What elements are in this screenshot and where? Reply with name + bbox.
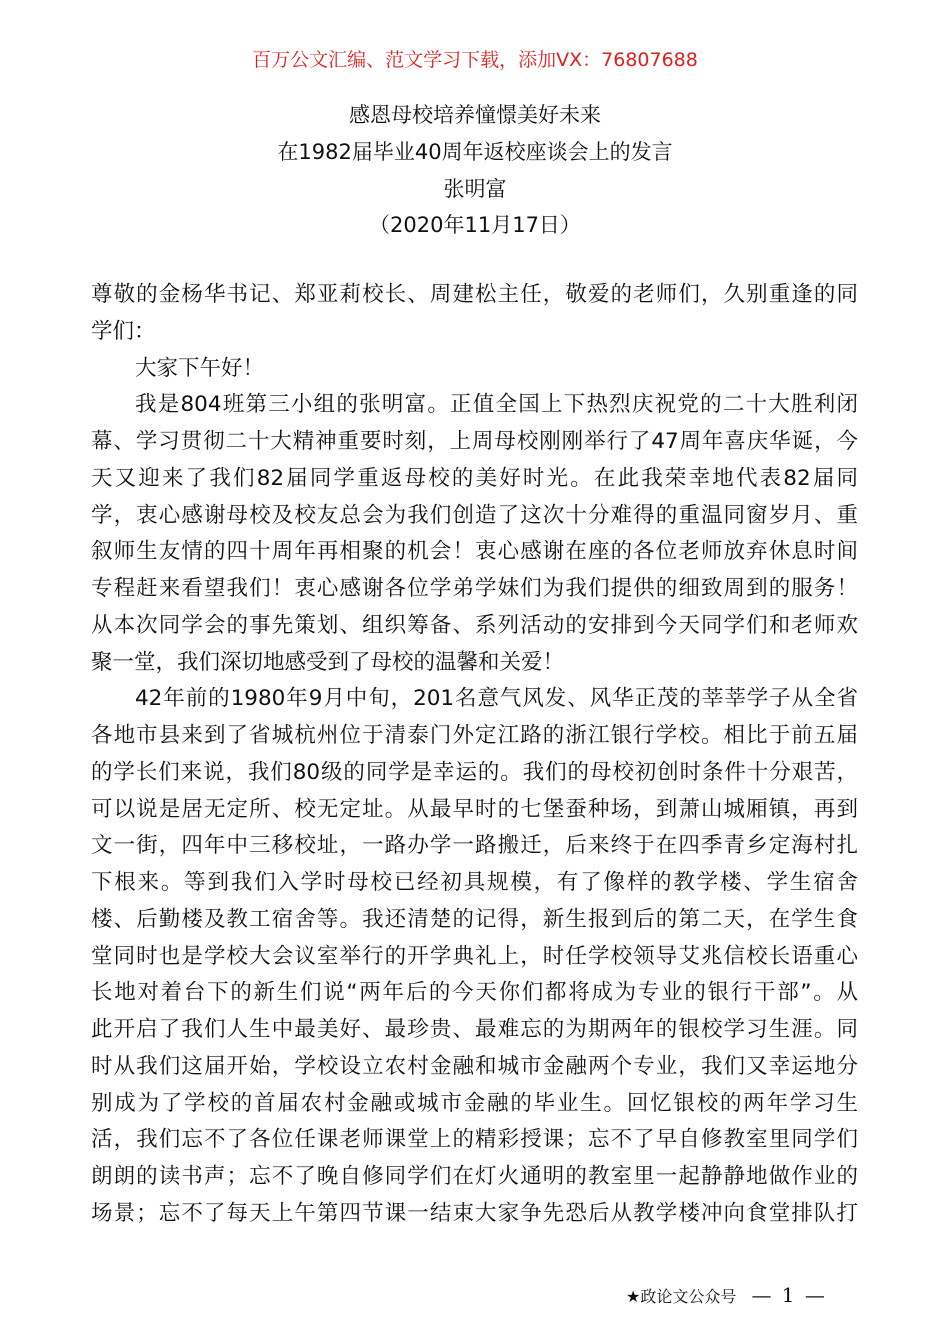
doc-date: （2020年11月17日） — [369, 213, 581, 238]
paragraph-line: 长地对着台下的新生们说“两年后的今天你们都将成为专业的银行干部”。从 — [91, 980, 858, 1006]
paragraph-line: 堂同时也是学校大会议室举行的开学典礼上，时任学校领导艾兆信校长语重心 — [91, 943, 858, 969]
page-footer — [626, 1282, 827, 1310]
paragraph-line: 下根来。等到我们入学时母校已经初具规模，有了像样的教学楼、学生宿舍 — [91, 870, 858, 895]
footer-source: ★政论文公众号 — [626, 1287, 737, 1306]
paragraph-line: 42年前的1980年9月中旬，201名意气风发、风华正茂的莘莘学子从全省 — [135, 686, 858, 712]
title-block — [0, 97, 950, 244]
paragraph — [91, 351, 858, 388]
paragraph-line: 大家下午好！ — [135, 355, 265, 381]
paragraph — [91, 387, 858, 681]
paragraph-line: 别成为了学校的首届农村金融或城市金融的毕业生。回忆银校的两年学习生 — [91, 1090, 858, 1116]
paragraph — [91, 681, 858, 1232]
paragraph-line: 从本次同学会的事先策划、组织筹备、系列活动的安排到今天同学们和老师欢 — [91, 612, 858, 638]
paragraph-line: 学，衷心感谢母校及校友总会为我们创造了这次十分难得的重温同窗岁月、重 — [91, 502, 858, 528]
doc-title: 感恩母校培养憧憬美好未来 — [349, 103, 601, 127]
doc-author: 张明富 — [443, 176, 507, 201]
paragraph-line: 各地市县来到了省城杭州位于清泰门外定江路的浙江银行学校。相比于前五届 — [91, 723, 858, 748]
paragraph-line: 文一街，四年中三移校址，一路办学一路搬迁，后来终于在四季青乡定海村扎 — [91, 833, 858, 859]
download-banner: 百万公文汇编、范文学习下载，添加VX：76807688 — [252, 49, 698, 71]
paragraph-line: 专程赶来看望我们！衷心感谢各位学弟学妹们为我们提供的细致周到的服务！ — [91, 576, 858, 601]
paragraph-line: 场景；忘不了每天上午第四节课一结束大家争先恐后从教学楼冲向食堂排队打 — [91, 1200, 858, 1226]
paragraph-line: 叙师生友情的四十周年再相聚的机会！衷心感谢在座的各位老师放弃休息时间 — [91, 539, 858, 565]
paragraph-line: 楼、后勤楼及教工宿舍等。我还清楚的记得，新生报到后的第二天，在学生食 — [91, 906, 858, 932]
paragraph-line: 的学长们来说，我们80级的同学是幸运的。我们的母校初创时条件十分艰苦， — [91, 759, 858, 785]
paragraph-line: 朗朗的读书声；忘不了晚自修同学们在灯火通明的教室里一起静静地做作业的 — [91, 1164, 858, 1189]
paragraph-line: 天又迎来了我们82届同学重返母校的美好时光。在此我荣幸地代表82届同 — [91, 465, 858, 491]
paragraph-line: 可以说是居无定所、校无定址。从最早时的七堡蚕种场，到萧山城厢镇，再到 — [91, 796, 858, 822]
paragraph — [91, 277, 858, 351]
paragraph-line: 学们： — [91, 318, 156, 344]
paragraph-line: 聚一堂，我们深切地感受到了母校的温馨和关爱！ — [91, 649, 565, 675]
paragraph-line: 活，我们忘不了各位任课老师课堂上的精彩授课；忘不了早自修教室里同学们 — [91, 1127, 858, 1153]
paragraph-line: 尊敬的金杨华书记、郑亚莉校长、周建松主任，敬爱的老师们，久别重逢的同 — [91, 282, 858, 307]
paragraph-line: 我是804班第三小组的张明富。正值全国上下热烈庆祝党的二十大胜利闭 — [135, 392, 858, 418]
paragraph-line: 此开启了我们人生中最美好、最珍贵、最难忘的为期两年的银校学习生涯。同 — [91, 1017, 858, 1042]
document-body — [91, 277, 858, 1233]
paragraph-line: 时从我们这届开始，学校设立农村金融和城市金融两个专业，我们又幸运地分 — [91, 1053, 858, 1079]
paragraph-line: 幕、学习贯彻二十大精神重要时刻，上周母校刚刚举行了47周年喜庆华诞，今 — [91, 429, 858, 454]
doc-subtitle: 在1982届毕业40周年返校座谈会上的发言 — [277, 139, 673, 164]
page-number: — 1 — — [751, 1283, 827, 1307]
